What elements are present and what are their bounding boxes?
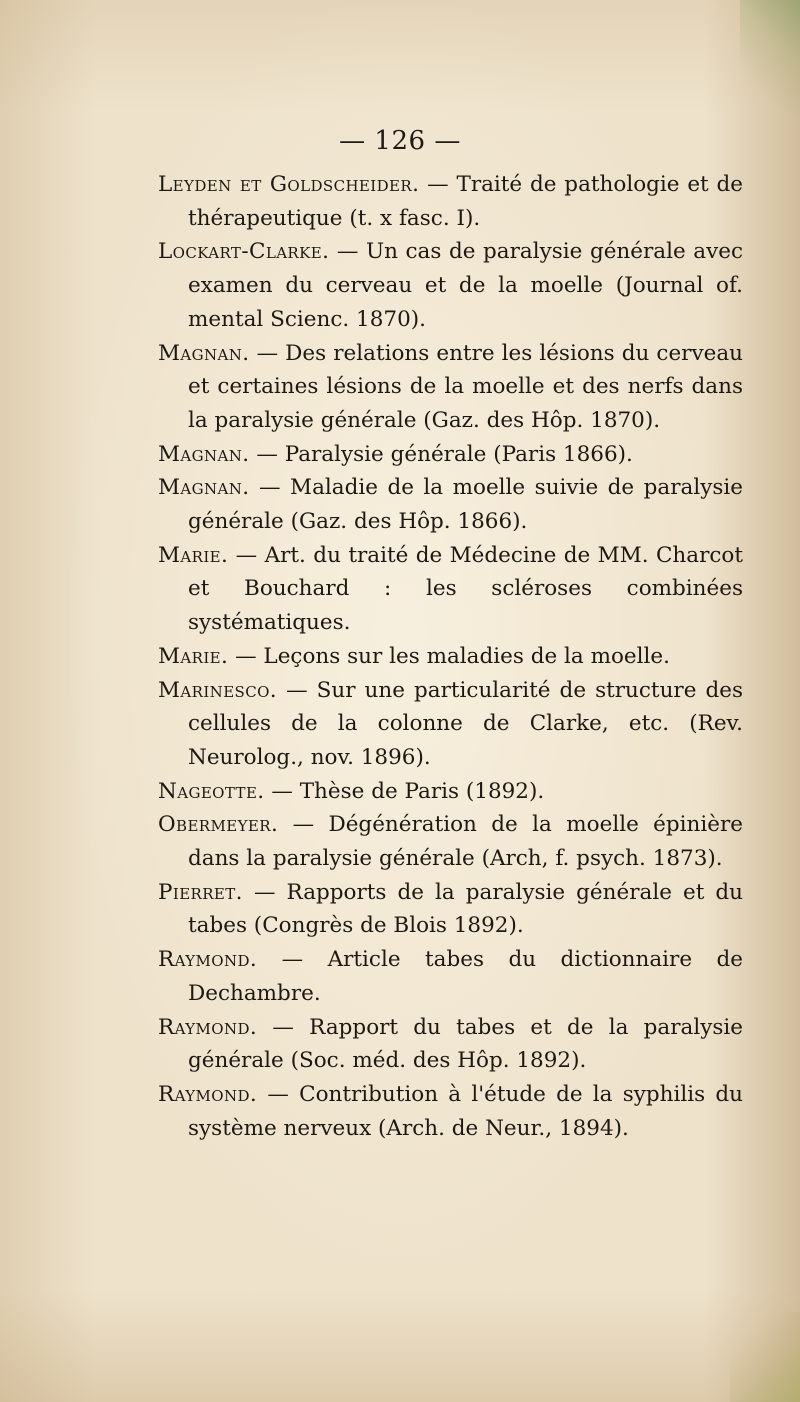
page-stain-top-right bbox=[740, 0, 800, 130]
bibliography-entry bbox=[158, 808, 743, 875]
entry-author: Marie. bbox=[158, 643, 229, 669]
bibliography-list bbox=[158, 168, 743, 1145]
bibliography-entry bbox=[158, 640, 743, 674]
entry-text: — Sur une particularité de structure des cellules de la colonne de Clarke, etc. (Rev. Neurolog., nov. 1896). bbox=[188, 677, 743, 770]
bibliography-entry bbox=[158, 235, 743, 336]
entry-author: Raymond. bbox=[158, 1014, 258, 1040]
page-number: — 126 — bbox=[339, 126, 461, 156]
bibliography-entry bbox=[158, 674, 743, 775]
entry-author: Lockart-Clarke. bbox=[158, 239, 330, 265]
bibliography-entry bbox=[158, 775, 743, 809]
entry-author: Pierret. bbox=[158, 879, 243, 905]
entry-text: — Article tabes du dictionnaire de Dechambre. bbox=[188, 947, 743, 1006]
entry-text: — Contribution à l'étude de la syphilis du système nerveux (Arch. de Neur., 1894). bbox=[188, 1081, 743, 1141]
entry-text: — Traité de pathologie et de thérapeutique (t. x fasc. I). bbox=[188, 172, 744, 231]
entry-text: — Rapports de la paralysie générale et du tabes (Congrès de Blois 1892). bbox=[188, 879, 743, 939]
entry-text: — Art. du traité de Médecine de MM. Charcot et Bouchard : les scléroses combinées systématiques. bbox=[188, 542, 743, 636]
bibliography-entry bbox=[158, 471, 743, 538]
bibliography-entry bbox=[158, 168, 743, 235]
entry-text: — Paralysie générale (Paris 1866). bbox=[249, 441, 633, 467]
bibliography-entry bbox=[158, 337, 743, 438]
entry-author: Marinesco. bbox=[158, 677, 278, 703]
bibliography-entry bbox=[158, 876, 743, 943]
entry-text: — Leçons sur les maladies de la moelle. bbox=[228, 643, 670, 669]
bibliography-entry bbox=[158, 539, 743, 640]
entry-author: Leyden et Goldscheider. bbox=[158, 172, 420, 197]
entry-text: — Rapport du tabes et de la paralysie générale (Soc. méd. des Hôp. 1892). bbox=[188, 1014, 743, 1074]
entry-text: — Dégénération de la moelle épinière dans la paralysie générale (Arch, f. psych. 1873). bbox=[188, 812, 743, 872]
entry-author: Obermeyer. bbox=[158, 812, 279, 838]
entry-text: — Un cas de paralysie générale avec examen du cerveau et de la moelle (Journal of. mental Scienc. 1870). bbox=[188, 239, 743, 332]
entry-author: Nageotte. bbox=[158, 778, 265, 804]
entry-author: Marie. bbox=[158, 542, 229, 568]
page-stain-bottom-right bbox=[730, 1312, 800, 1402]
bibliography-entry bbox=[158, 438, 743, 472]
bibliography-entry bbox=[158, 1011, 743, 1078]
entry-author: Magnan. bbox=[158, 441, 250, 467]
entry-text: — Thèse de Paris (1892). bbox=[264, 778, 545, 804]
bibliography-entry bbox=[158, 943, 743, 1010]
entry-text: — Maladie de la moelle suivie de paralysie générale (Gaz. des Hôp. 1866). bbox=[188, 475, 743, 535]
entry-author: Magnan. bbox=[158, 475, 250, 501]
entry-author: Raymond. bbox=[158, 947, 258, 973]
entry-author: Magnan. bbox=[158, 340, 250, 366]
bibliography-entry bbox=[158, 1078, 743, 1145]
entry-author: Raymond. bbox=[158, 1081, 258, 1107]
entry-text: — Des relations entre les lésions du cerveau et certaines lésions de la moelle et des nerfs dans la paralysie générale (Gaz. des Hôp. 1870). bbox=[188, 340, 743, 433]
